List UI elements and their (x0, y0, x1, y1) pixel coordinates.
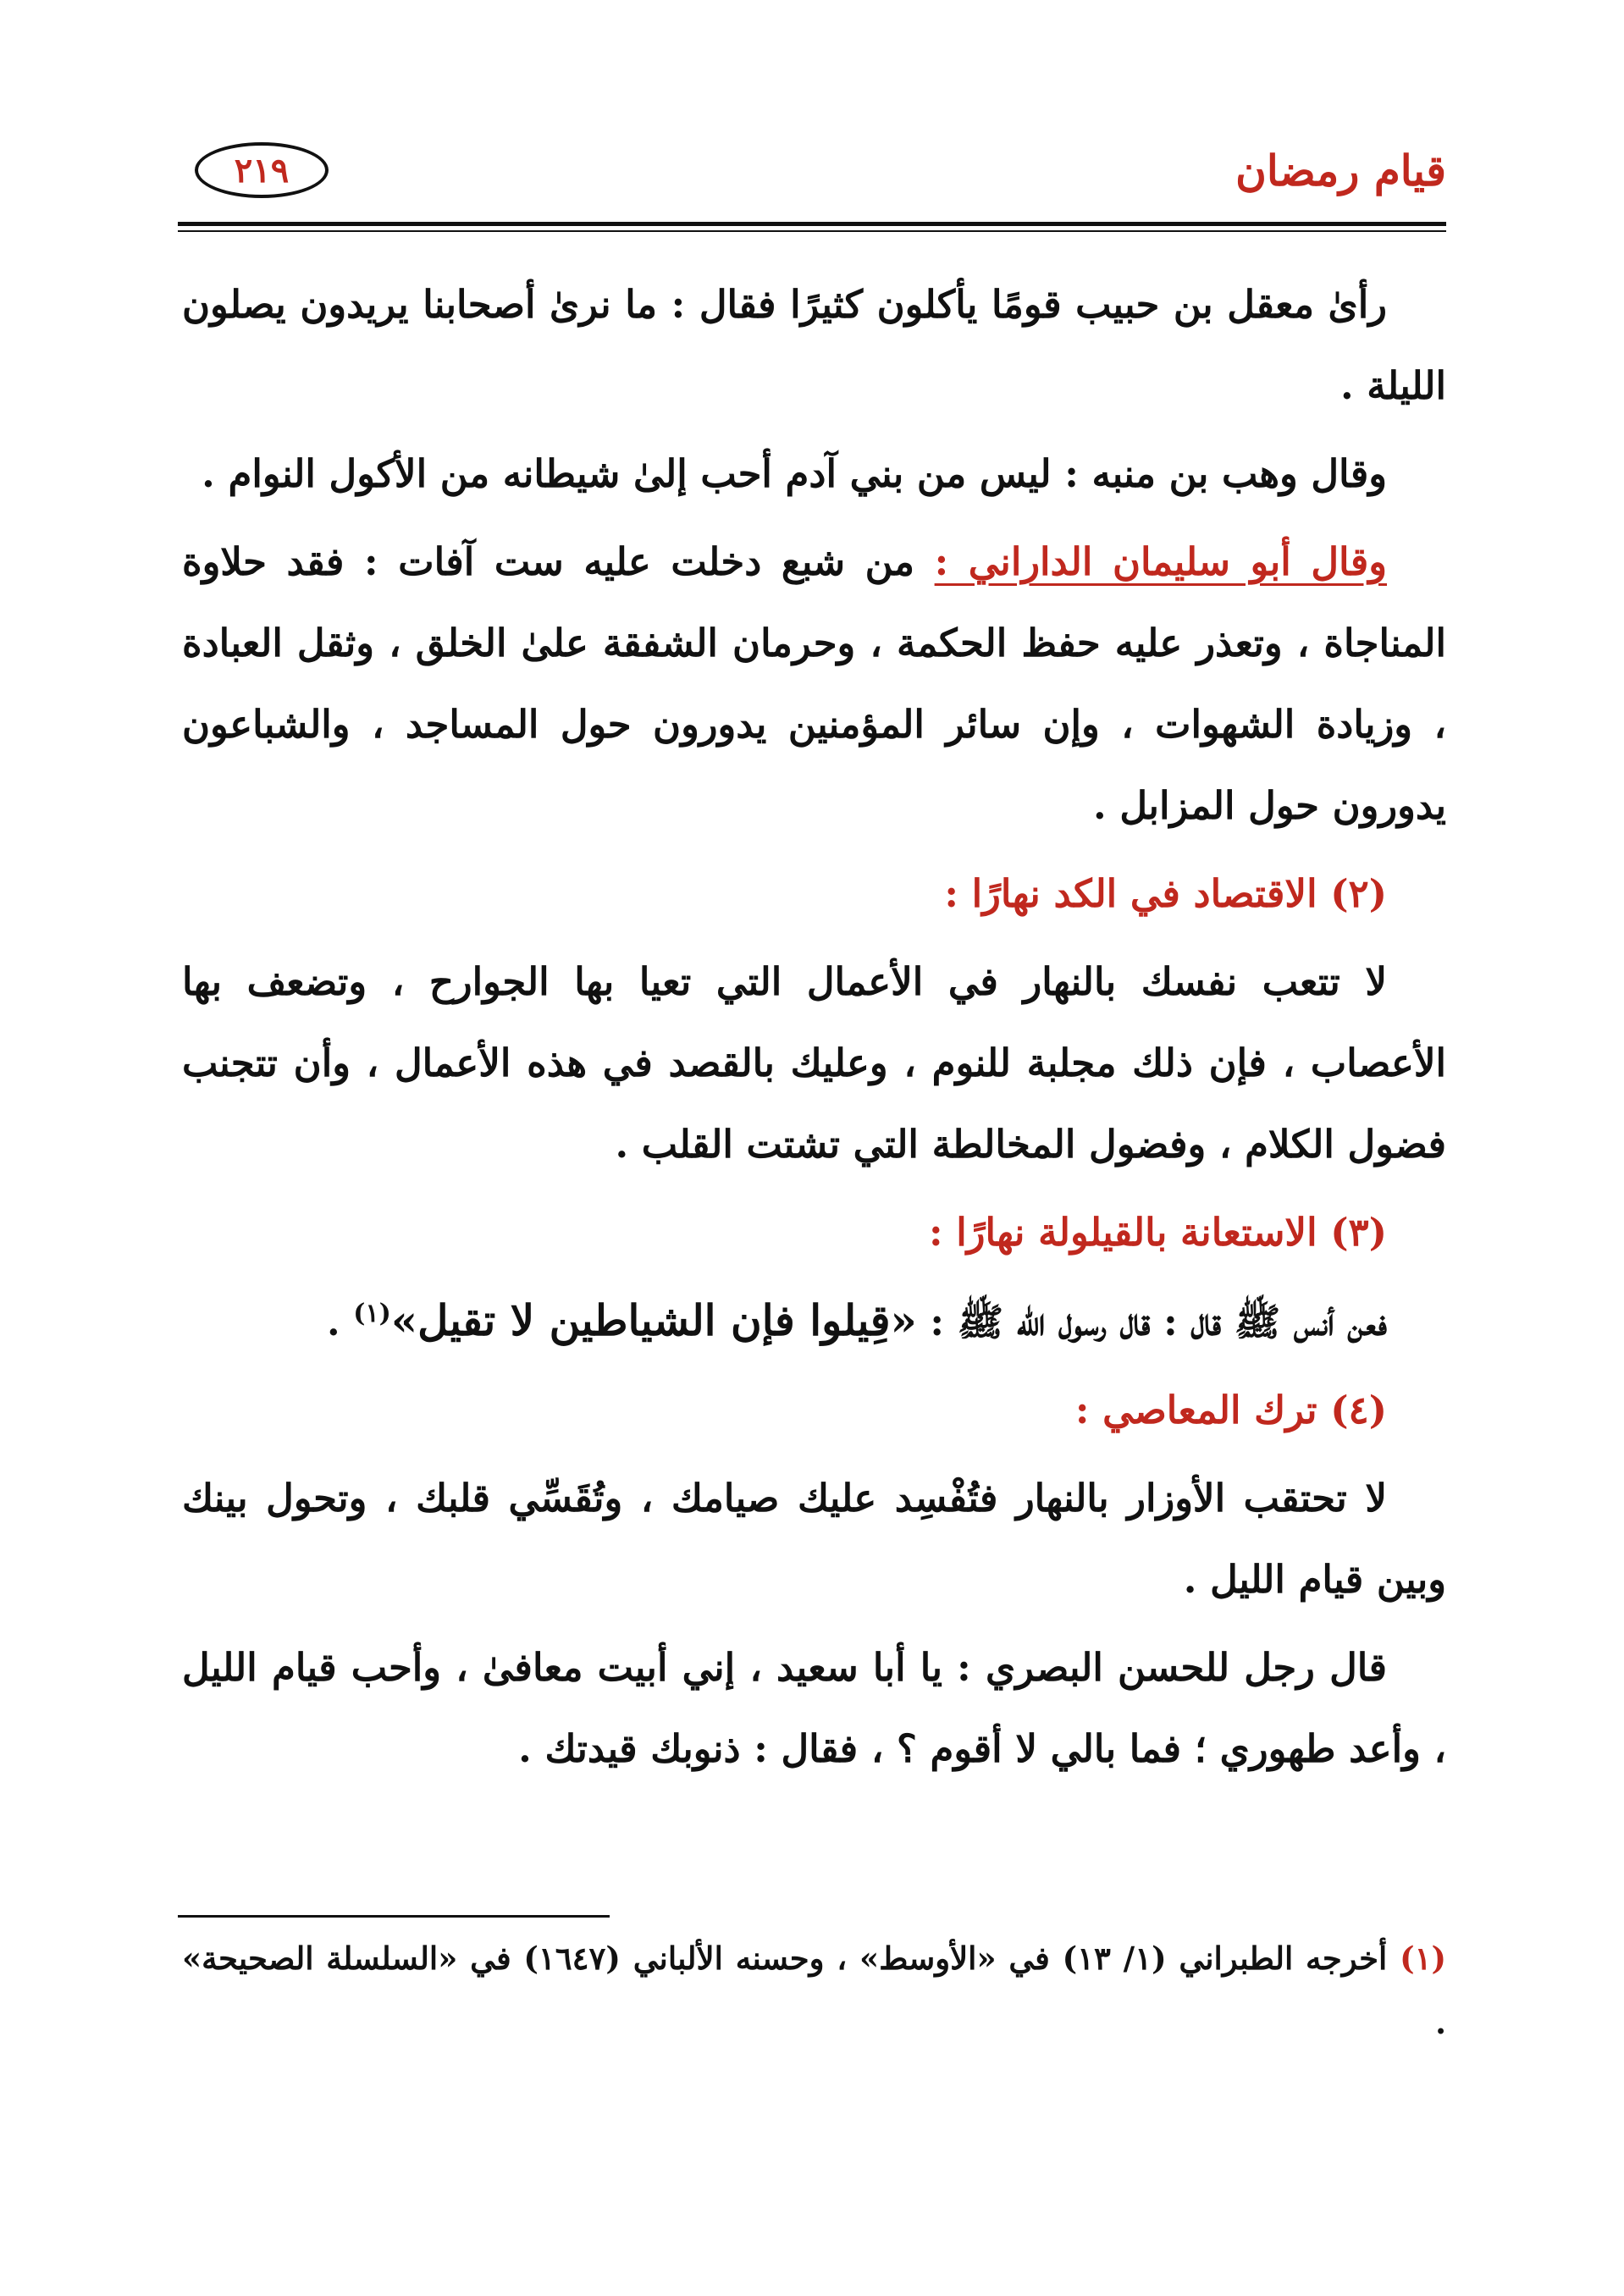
paragraph: قال رجل للحسن البصري : يا أبا سعيد ، إني أبيت معافىٰ ، وأحب قيام الليل ، وأعد طهوري ؛ فما بالي لا أقوم ؟ ، فقال : ذنوبك قيدتك . (182, 1645, 1446, 1771)
speaker-name: وقال أبو سليمان الداراني : (934, 539, 1387, 584)
footnote-reference: (١) (353, 1299, 391, 1328)
header-divider (178, 222, 1446, 226)
main-text (182, 264, 1446, 1797)
hadith-intro: فعن أنس ﷺ قال : قال رسول اللّه ﷺ : (916, 1300, 1387, 1344)
footnote-divider (178, 1915, 610, 1918)
paragraph (182, 1280, 1446, 1363)
footnote-text: أخرجه الطبراني (١/ ١٣) في «الأوسط» ، وحسنه الألباني (١٦٤٧) في «السلسلة الصحيحة» . (182, 1940, 1446, 2041)
page-title: قيام رمضان (1235, 146, 1446, 196)
footnote (182, 1926, 1446, 2055)
paragraph: رأىٰ معقل بن حبيب قومًا يأكلون كثيرًا فقال : ما نرىٰ أصحابنا يريدون يصلون الليلة . (182, 282, 1446, 408)
paragraph: لا تتعب نفسك بالنهار في الأعمال التي تعيا بها الجوارح ، وتضعف بها الأعصاب ، فإن ذلك مجلبة للنوم ، وعليك بالقصد في هذه الأعمال ، وأن تتجنب فضول الكلام ، وفضول المخالطة التي تشتت القلب . (182, 959, 1446, 1167)
header-divider-thin (178, 230, 1446, 232)
paragraph-end: . (326, 1300, 354, 1344)
page-header (178, 127, 1446, 220)
paragraph: لا تحتقب الأوزار بالنهار فتُفْسِد عليك صيامك ، وتُقَسِّي قلبك ، وتحول بينك وبين قيام الليل . (182, 1476, 1446, 1602)
hadith-quote: «قِيلوا فإن الشياطين لا تقيل» (390, 1295, 917, 1345)
footnotes (182, 1926, 1446, 2055)
paragraph: وقال وهب بن منبه : ليس من بني آدم أحب إلىٰ شيطانه من الأكول النوام . (202, 451, 1387, 496)
paragraph-text: من شبع دخلت عليه ست آفات : فقد حلاوة المناجاة ، وتعذر عليه حفظ الحكمة ، وحرمان الشفقة علىٰ الخلق ، وثقل العبادة ، وزيادة الشهوات ، وإن سائر المؤمنين يدورون حول المساجد ، والشباعون يدورون حول المزابل . (182, 539, 1446, 828)
section-heading: (٤) ترك المعاصي : (1074, 1388, 1387, 1432)
page-number-badge: ٢١٩ (195, 142, 329, 198)
section-heading: (٢) الاقتصاد في الكد نهارًا : (944, 871, 1387, 916)
section-heading: (٣) الاستعانة بالقيلولة نهارًا : (928, 1210, 1387, 1255)
footnote-marker: (١) (1400, 1940, 1446, 1977)
paragraph (182, 522, 1446, 847)
